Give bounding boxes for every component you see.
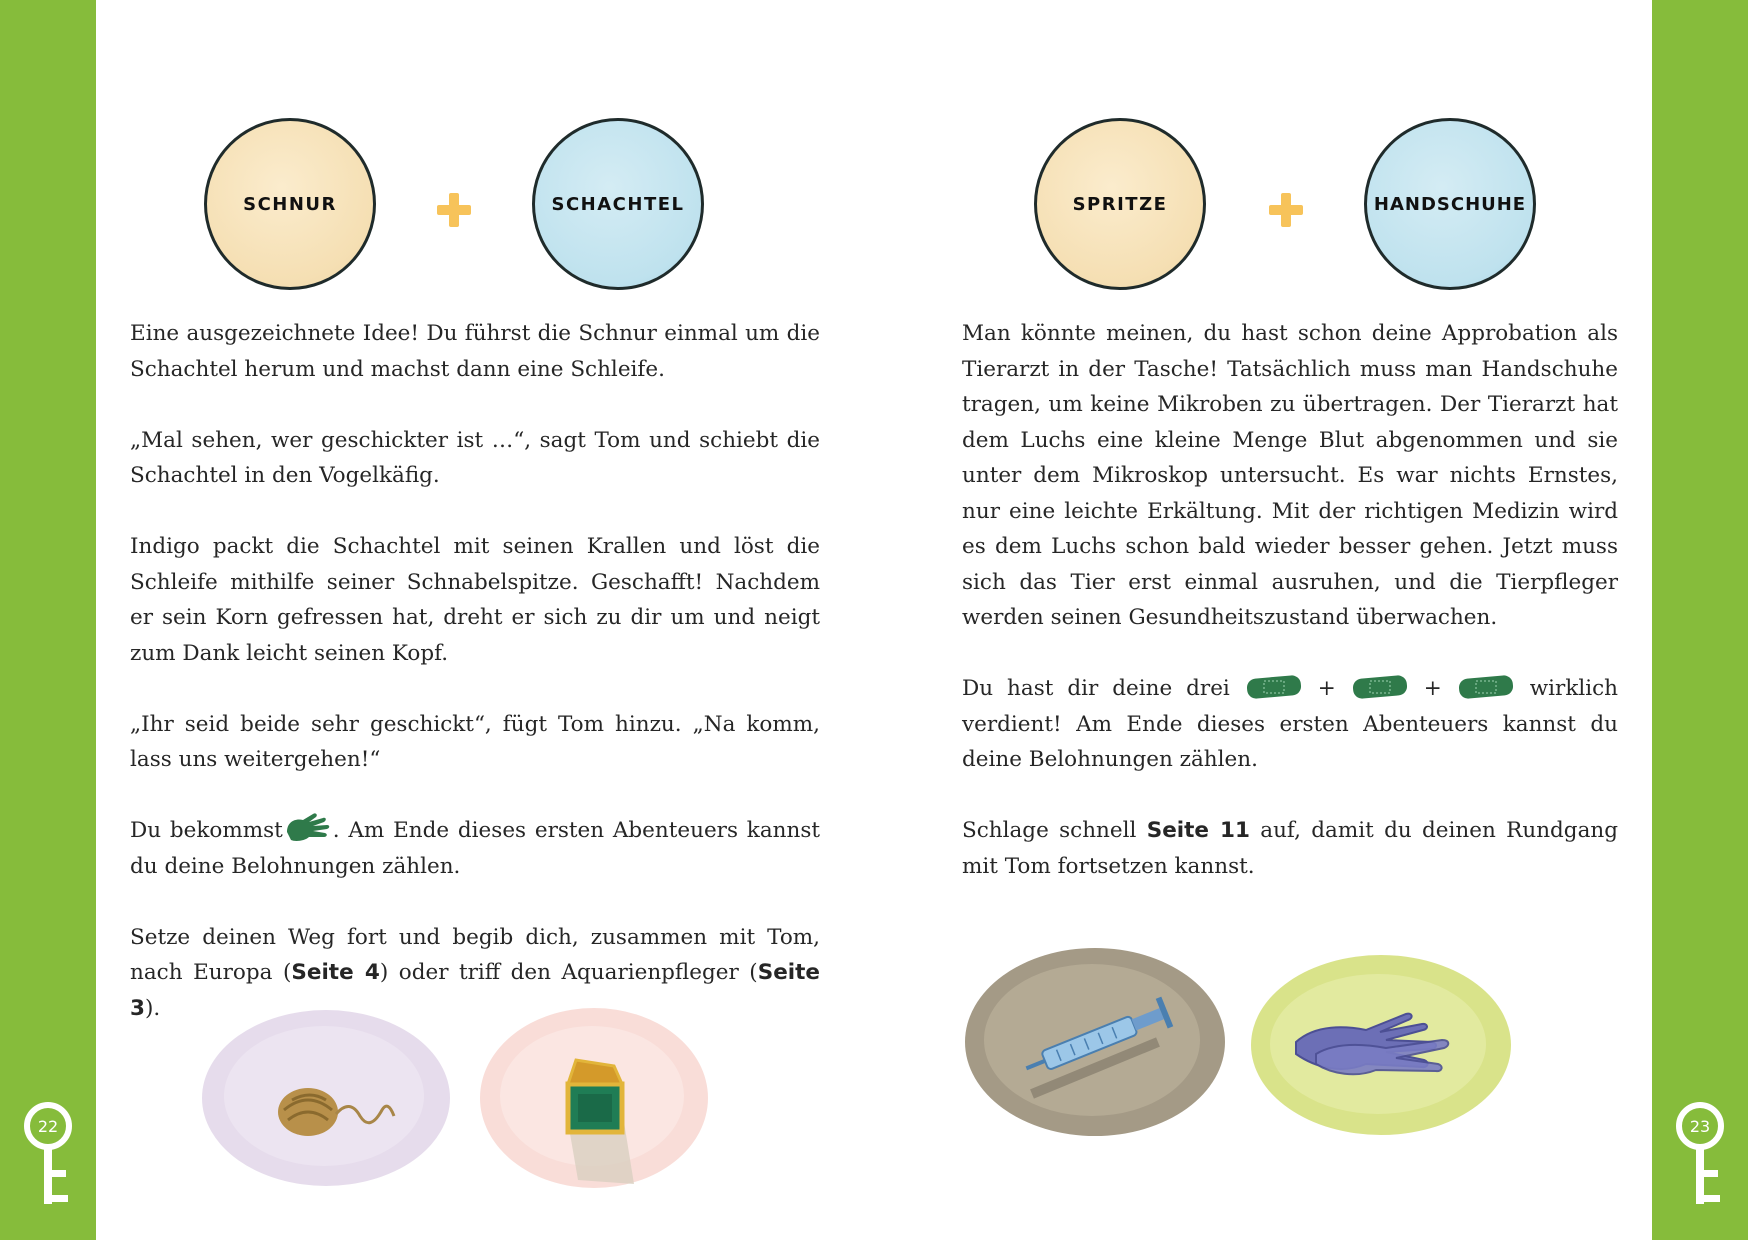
- left-sidebar: [0, 0, 96, 1240]
- paragraph: Eine ausgezeichnete Idee! Du führst die Schnur einmal um die Schachtel herum und machst dann eine Schleife.: [130, 321, 820, 382]
- item-circle-b: HANDSCHUHE: [1364, 118, 1536, 290]
- story-text: [962, 316, 1618, 920]
- key-icon: [1672, 1100, 1728, 1210]
- string-illustration: [196, 1000, 456, 1190]
- next-step-paragraph: Setze deinen Weg fort und begib dich, zusammen mit Tom, nach Europa (Seite 4) oder triff den Aquarienpfleger (Seite 3).: [130, 924, 820, 1021]
- page-number: 23: [1689, 1117, 1711, 1136]
- item-circle-a: SCHNUR: [204, 118, 376, 290]
- page-link-europa[interactable]: Seite 4: [291, 960, 380, 985]
- paragraph: Man könnte meinen, du hast schon deine Approbation als Tierarzt in der Tasche! Tatsächlich muss man Handschuhe tragen, um keine Mikroben zu übertragen. Der Tierarzt hat dem Luchs eine kleine Menge Blut abgenommen und sie unter dem Mikroskop untersucht. Es war nichts Ernstes, nur eine leichte Erkältung. Mit der richtigen Medizin wird es dem Luchs schon bald wieder besser gehen. Jetzt muss sich das Tier erst einmal ausruhen, und die Tierpfleger werden seinen Gesundheitszustand überwachen.: [962, 321, 1618, 630]
- page-link-rundgang[interactable]: Seite 11: [1146, 818, 1250, 843]
- plus-icon: [1266, 190, 1306, 230]
- plus-icon: [434, 190, 474, 230]
- bandage-icon: [1352, 675, 1408, 699]
- paragraph: „Ihr seid beide sehr geschickt“, fügt Tom hinzu. „Na komm, lass uns weitergehen!“: [130, 711, 820, 772]
- glove-icon: [283, 810, 333, 844]
- paragraph: Indigo packt die Schachtel mit seinen Krallen und löst die Schleife mithilfe seiner Schnabelspitze. Geschafft! Nachdem er sein Korn gefressen hat, dreht er sich zu dir um und neigt zum Dank leicht seinen Kopf.: [130, 534, 820, 666]
- page-number: 22: [37, 1117, 59, 1136]
- reward-paragraph: Du bekommst . Am Ende dieses ersten Abenteuers kannst du deine Belohnungen zählen.: [130, 813, 820, 884]
- next-step-paragraph: Schlage schnell Seite 11 auf, damit du deinen Rundgang mit Tom fortsetzen kannst.: [962, 818, 1618, 879]
- gloves-illustration: [1246, 950, 1516, 1140]
- page-link-aquarium[interactable]: Seite 3: [130, 960, 820, 1021]
- syringe-illustration: [962, 944, 1228, 1140]
- bandage-icon: [1246, 675, 1302, 699]
- box-illustration: [474, 1002, 714, 1192]
- right-page: [874, 0, 1652, 1240]
- reward-paragraph: Du hast dir deine drei + + wirklich verdient! Am Ende dieses ersten Abenteuers kannst du deine Belohnungen zählen.: [962, 676, 1618, 772]
- page-number-key-left: [0, 1100, 96, 1210]
- item-circle-b: SCHACHTEL: [532, 118, 704, 290]
- key-icon: [20, 1100, 76, 1210]
- item-combination: [96, 118, 874, 296]
- paragraph: „Mal sehen, wer geschickter ist …“, sagt Tom und schiebt die Schachtel in den Vogelkäfig.: [130, 427, 820, 488]
- page-number-key-right: [1652, 1100, 1748, 1210]
- item-combination: [874, 118, 1652, 296]
- story-text: [130, 316, 820, 1062]
- right-sidebar: [1652, 0, 1748, 1240]
- item-circle-a: SPRITZE: [1034, 118, 1206, 290]
- left-page: [96, 0, 874, 1240]
- bandage-icon: [1458, 675, 1514, 699]
